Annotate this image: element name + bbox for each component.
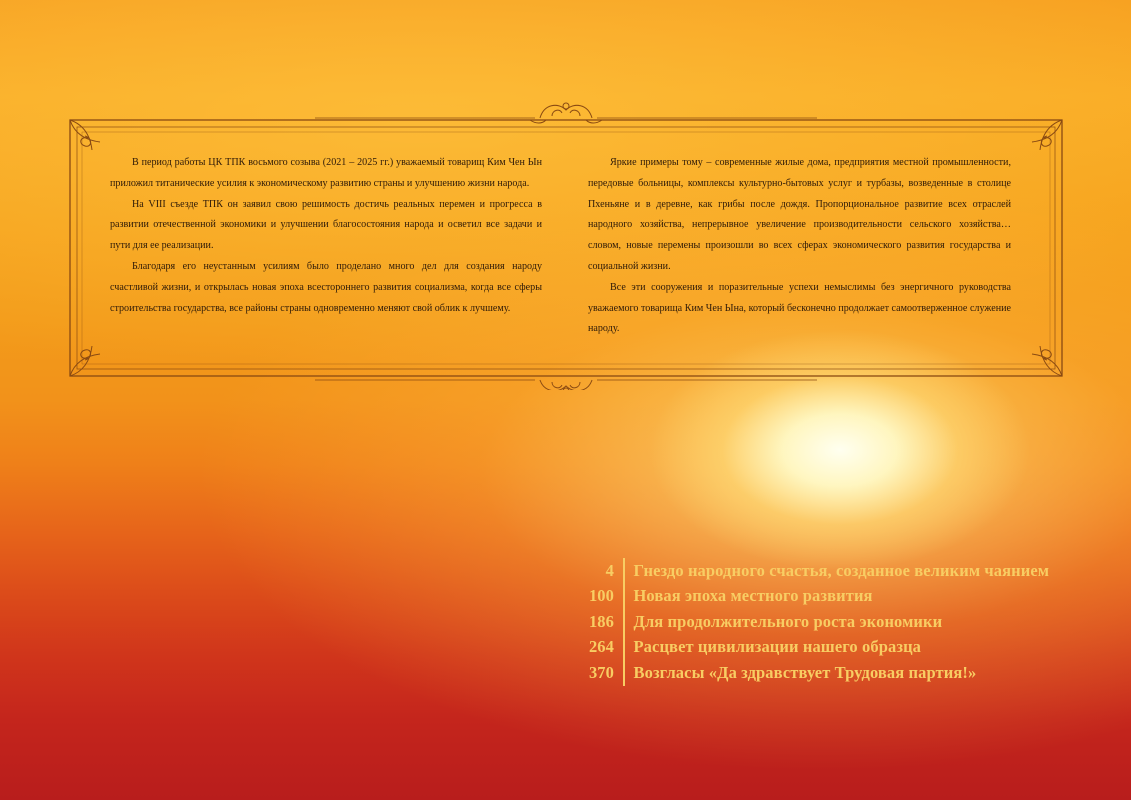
paragraph: Все эти сооружения и поразительные успехи немыслимы без энергичного руководства уважаемого товарища Ким Чен Ына, который бесконечно продолжает самоотверженное служение народу.	[588, 281, 1011, 335]
toc-divider	[623, 584, 625, 610]
toc-entry[interactable]	[580, 609, 1080, 635]
toc-divider	[623, 609, 625, 635]
toc-entry[interactable]	[580, 660, 1080, 686]
paragraph: На VIII съезде ТПК он заявил свою решимость достичь реальных перемен и прогресса в развитии отечественной экономики и улучшении благосостояния народа и осветил все задачи и пути для ее реализации.	[110, 198, 542, 252]
toc-divider	[623, 558, 625, 584]
paragraph: В период работы ЦК ТПК восьмого созыва (2021 – 2025 гг.) уважаемый товарищ Ким Чен Ын приложил титанические усилия к экономическому развитию страны и улучшению жизни народа.	[110, 157, 542, 189]
toc-title: Для продолжительного роста экономики	[633, 611, 943, 631]
toc-page-number: 186	[588, 611, 614, 631]
toc-entry[interactable]	[580, 584, 1080, 610]
toc-entry[interactable]	[580, 558, 1080, 584]
table-of-contents	[580, 558, 1080, 686]
text-column-right	[588, 153, 1011, 340]
toc-title: Гнездо народного счастья, созданное великим чаянием	[633, 560, 1050, 580]
toc-title: Новая эпоха местного развития	[633, 586, 873, 606]
toc-entry[interactable]	[580, 635, 1080, 661]
toc-title: Возгласы «Да здравствует Трудовая партия!»	[633, 662, 977, 682]
toc-title: Расцвет цивилизации нашего образца	[633, 637, 922, 657]
toc-divider	[623, 635, 625, 661]
toc-divider	[623, 660, 625, 686]
paragraph: Благодаря его неустанным усилиям было проделано много дел для создания народу счастливой жизни, и открылась новая эпоха всестороннего развития социализма, когда все сферы строительства государства, все районы страны одновременно меняют свой облик к лучшему.	[110, 260, 542, 314]
scroll-ornament-bottom	[315, 380, 817, 390]
paragraph: Яркие примеры тому – современные жилые дома, предприятия местной промышленности, передовые больницы, комплексы культурно-бытовых услуг и турбазы, возведенные в столице Пхеньяне и в деревне, как грибы после дождя. Пропорциональное развитие всех отраслей народного хозяйства, непрерывное увеличение производительности сельского хозяйства… словом, новые перемены произошли во всех сферах экономического развития государства и социальной жизни.	[588, 157, 1011, 272]
toc-page-number: 100	[588, 586, 614, 606]
text-column-left	[110, 153, 542, 319]
toc-page-number: 370	[588, 662, 614, 682]
toc-page-number: 4	[605, 560, 614, 580]
toc-page-number: 264	[588, 637, 614, 657]
